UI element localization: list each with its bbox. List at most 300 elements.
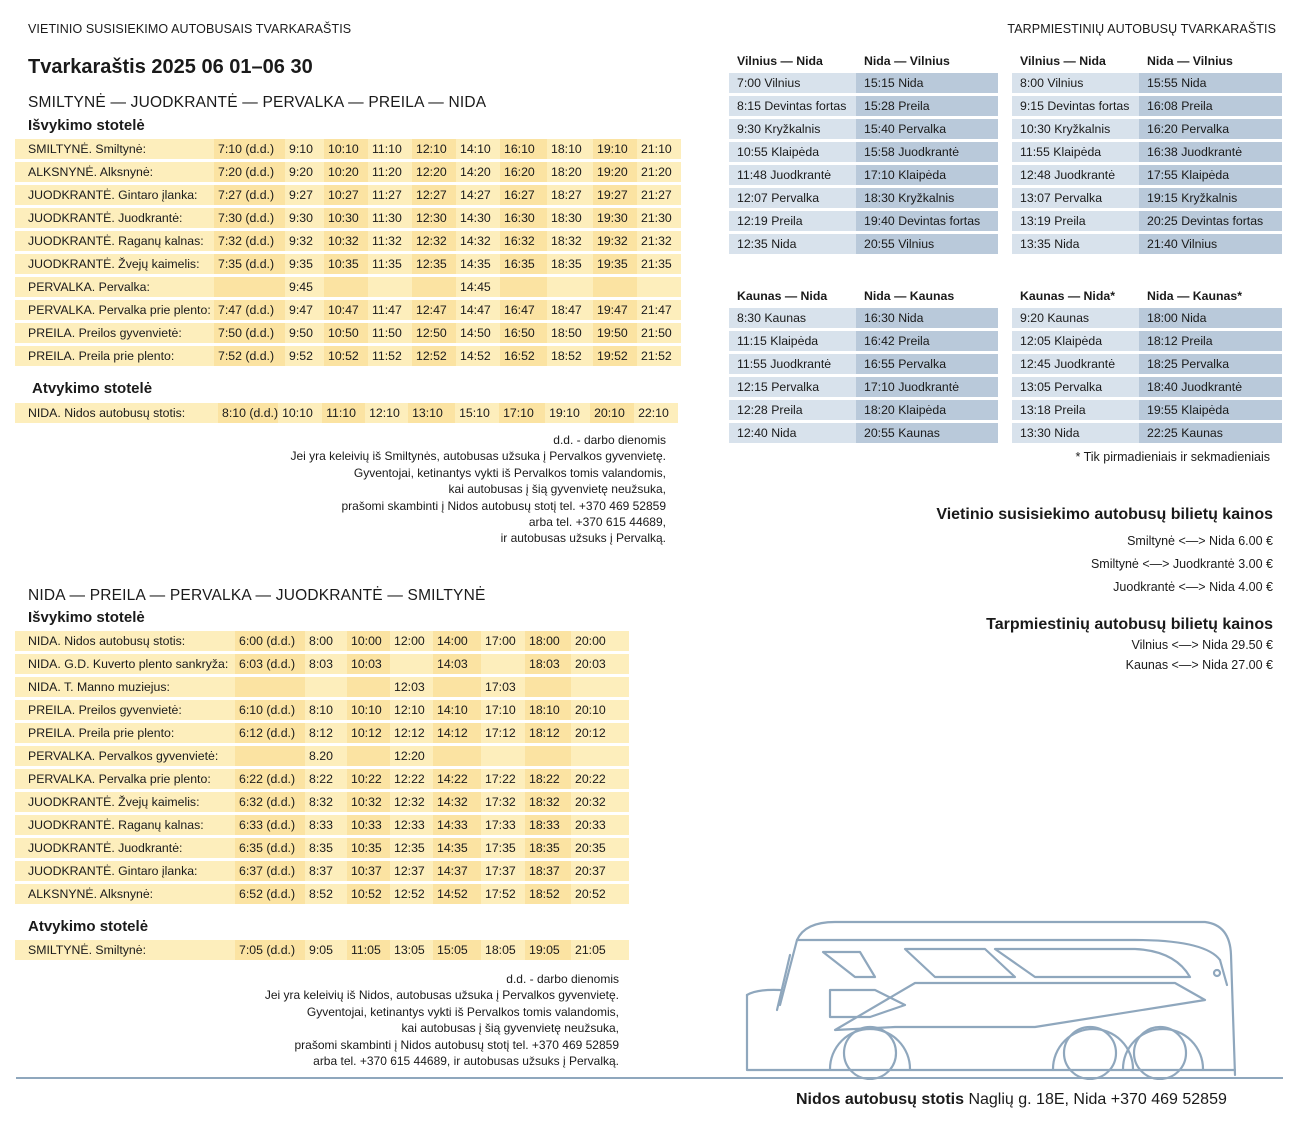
table-row [1012,377,1282,397]
outbound-stop-time: 9:30 Kryžkalnis [729,119,856,139]
departure-time: 7:30 (d.d.) [214,208,285,228]
departure-time: 10:10 [347,700,390,720]
outbound-stop-time: 9:20 Kaunas [1012,308,1139,328]
stop-name: NIDA. Nidos autobusų stotis: [15,403,218,423]
stop-name: NIDA. T. Manno muziejus: [15,677,235,697]
departure-time: 14:10 [433,700,481,720]
intercity-head-a: Kaunas — Nida* [1020,289,1115,303]
departure-time: 7:05 (d.d.) [235,940,305,960]
table-row [15,403,678,423]
stop-name: PERVALKA. Pervalka prie plento: [15,300,214,320]
stop-name: JUODKRANTĖ. Juodkrantė: [15,838,235,858]
departure-time: 18:30 [547,208,593,228]
outbound-stop-time: 12:40 Nida [729,423,856,443]
departure-time: 19:30 [593,208,637,228]
text-line: kai autobusas į šią gyvenvietę neužsuka, [448,482,666,497]
table-row [15,723,629,743]
departure-time: 10:37 [347,861,390,881]
departure-time: 10:12 [347,723,390,743]
table-row [729,377,998,397]
departure-time: 16:30 [500,208,547,228]
table-row [15,254,681,274]
text-line: Gyventojai, ketinantys vykti iš Pervalkos tomis valandomis, [353,465,666,480]
departure-time: 9:10 [285,139,324,159]
return-stop-time: 15:28 Preila [856,96,998,116]
departure-time: 11:50 [368,323,412,343]
outbound-stop-time: 10:30 Kryžkalnis [1012,119,1139,139]
return-stop-time: 22:25 Kaunas [1139,423,1282,443]
departure-time: 21:52 [637,346,681,366]
outbound-notes [290,432,666,547]
departure-time: 14:35 [456,254,500,274]
departure-time: 6:35 (d.d.) [235,838,305,858]
return-notes [265,971,619,1069]
stop-name: NIDA. G.D. Kuverto plento sankryža: [15,654,235,674]
departure-time: 12:32 [390,792,433,812]
departure-time: 6:37 (d.d.) [235,861,305,881]
table-row [15,323,681,343]
departure-time: 10:30 [324,208,368,228]
departure-time: 6:10 (d.d.) [235,700,305,720]
outbound-stop-time: 8:30 Kaunas [729,308,856,328]
departure-time: 11:30 [368,208,412,228]
return-stop-time: 17:10 Juodkrantė [856,377,998,397]
departure-time: 6:03 (d.d.) [235,654,305,674]
departure-time: 10:03 [347,654,390,674]
footer-contact [796,1091,1227,1109]
footer-divider [16,1077,1283,1079]
departure-time: 17:10 [481,700,525,720]
departure-time [500,277,547,297]
outbound-stop-time: 12:48 Juodkrantė [1012,165,1139,185]
return-stop-time: 18:00 Nida [1139,308,1282,328]
table-row [729,234,998,254]
table-row [729,96,998,116]
departure-time: 18:52 [547,346,593,366]
departure-time: 6:00 (d.d.) [235,631,305,651]
local-prices-heading: Vietinio susisiekimo autobusų bilietų kainos [936,506,1273,523]
departure-time [481,746,525,766]
departure-time [571,746,629,766]
departure-time: 10:52 [347,884,390,904]
table-row [1012,354,1282,374]
departure-time: 18:47 [547,300,593,320]
departure-time [347,677,390,697]
departure-time: 18:10 [525,700,571,720]
departure-time: 20:10 [590,403,634,423]
text-line: ir autobusas užsuks į Pervalką. [500,531,666,546]
table-row [15,769,629,789]
departure-time: 8:03 [305,654,347,674]
departure-time [305,677,347,697]
departure-time: 16:47 [500,300,547,320]
table-row [15,838,629,858]
departure-time: 12:12 [390,723,433,743]
departure-time: 9:05 [305,940,347,960]
departure-time: 8:12 [305,723,347,743]
text-line: Smiltynė <—> Juodkrantė 3.00 € [1090,557,1273,571]
departure-time: 17:00 [481,631,525,651]
table-row [729,308,998,328]
route-return-title: NIDA — PREILA — PERVALKA — JUODKRANTĖ — SMILTYNĖ [28,587,486,604]
departure-time: 18:03 [525,654,571,674]
outbound-stop-time: 8:00 Vilnius [1012,73,1139,93]
departure-time: 12:20 [390,746,433,766]
stop-name: JUODKRANTĖ. Raganų kalnas: [15,231,214,251]
departure-time: 10:32 [324,231,368,251]
departure-time: 7:50 (d.d.) [214,323,285,343]
departure-time: 16:27 [500,185,547,205]
departure-time: 10:10 [324,139,368,159]
departure-time [214,277,285,297]
departure-time: 9:45 [285,277,324,297]
departure-time [547,277,593,297]
departure-time: 11:10 [322,403,365,423]
station-address: Naglių g. 18E, Nida +370 469 52859 [964,1091,1227,1108]
outbound-stop-time: 12:15 Pervalka [729,377,856,397]
return-stop-time: 16:42 Preila [856,331,998,351]
return-arrival-label: Atvykimo stotelė [28,918,149,935]
departure-time: 8:10 (d.d.) [218,403,278,423]
text-line: Juodkrantė <—> Nida 4.00 € [1113,580,1273,594]
departure-time: 7:20 (d.d.) [214,162,285,182]
departure-time: 18:32 [525,792,571,812]
departure-time: 11:10 [368,139,412,159]
stop-name: JUODKRANTĖ. Raganų kalnas: [15,815,235,835]
return-stop-time: 21:40 Vilnius [1139,234,1282,254]
departure-time: 10:00 [347,631,390,651]
outbound-departure-label: Išvykimo stotelė [28,117,145,134]
departure-time: 17:10 [499,403,545,423]
table-row [1012,211,1282,231]
table-row [1012,400,1282,420]
departure-time [571,677,629,697]
departure-time: 9:27 [285,185,324,205]
departure-time: 13:10 [408,403,455,423]
departure-time [481,654,525,674]
outbound-stop-time: 13:35 Nida [1012,234,1139,254]
departure-time: 16:10 [500,139,547,159]
departure-time: 14:27 [456,185,500,205]
text-line: d.d. - darbo dienomis [506,972,619,986]
outbound-stop-time: 12:45 Juodkrantė [1012,354,1139,374]
departure-time: 6:33 (d.d.) [235,815,305,835]
departure-time: 11:27 [368,185,412,205]
text-line: Jei yra keleivių iš Smiltynės, autobusas užsuka į Pervalkos gyvenvietę. [290,449,666,464]
table-row [15,700,629,720]
table-row [1012,165,1282,185]
outbound-stop-time: 13:30 Nida [1012,423,1139,443]
departure-time: 15:10 [455,403,499,423]
departure-time: 19:27 [593,185,637,205]
departure-time [525,746,571,766]
departure-time: 12:50 [412,323,456,343]
text-line: Gyventojai, ketinantys vykti iš Pervalkos tomis valandomis, [306,1004,619,1019]
table-row [1012,119,1282,139]
departure-time: 14:10 [456,139,500,159]
departure-time: 14:32 [456,231,500,251]
return-stop-time: 15:40 Pervalka [856,119,998,139]
departure-time: 12:47 [412,300,456,320]
text-line: kai autobusas į šią gyvenvietę neužsuka, [401,1021,619,1036]
table-row [1012,308,1282,328]
departure-time: 10:22 [347,769,390,789]
station-name: Nidos autobusų stotis [796,1091,964,1108]
departure-time: 20:32 [571,792,629,812]
departure-time: 12:22 [390,769,433,789]
page-title: Tvarkaraštis 2025 06 01–06 30 [28,56,313,78]
text-line: Smiltynė <—> Nida 6.00 € [1127,534,1273,548]
departure-time: 10:35 [324,254,368,274]
return-stop-time: 18:40 Juodkrantė [1139,377,1282,397]
outbound-stop-time: 11:15 Klaipėda [729,331,856,351]
intercity-prices-heading: Tarpmiestinių autobusų bilietų kainos [986,616,1273,633]
departure-time: 20:12 [571,723,629,743]
outbound-stop-time: 7:00 Vilnius [729,73,856,93]
outbound-stop-time: 12:05 Klaipėda [1012,331,1139,351]
departure-time: 20:00 [571,631,629,651]
return-stop-time: 19:55 Klaipėda [1139,400,1282,420]
table-row [1012,142,1282,162]
outbound-stop-time: 11:55 Juodkrantė [729,354,856,374]
departure-time: 18:22 [525,769,571,789]
outbound-stop-time: 12:28 Preila [729,400,856,420]
departure-time: 14:35 [433,838,481,858]
return-stop-time: 16:38 Juodkrantė [1139,142,1282,162]
intercity-prices [986,616,1273,675]
stop-name: JUODKRANTĖ. Gintaro įlanka: [15,861,235,881]
departure-time: 20:03 [571,654,629,674]
table-row [15,654,629,674]
stop-name: PREILA. Preila prie plento: [15,346,214,366]
departure-time: 10:33 [347,815,390,835]
departure-time: 7:32 (d.d.) [214,231,285,251]
outbound-schedule-table [15,136,681,369]
departure-time: 9:35 [285,254,324,274]
return-stop-time: 20:55 Kaunas [856,423,998,443]
departure-time: 10:27 [324,185,368,205]
text-line: arba tel. +370 615 44689, ir autobusas užsuks į Pervalką. [313,1054,619,1069]
intercity-head-b: Nida — Kaunas* [1147,289,1242,303]
departure-time: 11:35 [368,254,412,274]
table-row [15,815,629,835]
departure-time: 9:32 [285,231,324,251]
departure-time: 11:32 [368,231,412,251]
table-row [15,139,681,159]
departure-time: 19:10 [545,403,590,423]
departure-time: 20:10 [571,700,629,720]
departure-time: 11:05 [347,940,390,960]
departure-time: 12:03 [390,677,433,697]
return-stop-time: 18:30 Kryžkalnis [856,188,998,208]
departure-time: 12:30 [412,208,456,228]
departure-time: 12:35 [412,254,456,274]
table-row [1012,96,1282,116]
outbound-stop-time: 12:19 Preila [729,211,856,231]
outbound-stop-time: 13:18 Preila [1012,400,1139,420]
departure-time: 17:33 [481,815,525,835]
departure-time: 14:30 [456,208,500,228]
departure-time: 14:20 [456,162,500,182]
table-row [15,861,629,881]
outbound-stop-time: 9:15 Devintas fortas [1012,96,1139,116]
departure-time: 21:20 [637,162,681,182]
departure-time: 7:10 (d.d.) [214,139,285,159]
departure-time: 12:00 [390,631,433,651]
stop-name: PREILA. Preilos gyvenvietė: [15,700,235,720]
departure-time: 6:22 (d.d.) [235,769,305,789]
departure-time: 21:27 [637,185,681,205]
departure-time: 21:05 [571,940,629,960]
departure-time: 14:52 [433,884,481,904]
departure-time: 16:50 [500,323,547,343]
outbound-stop-time: 8:15 Devintas fortas [729,96,856,116]
departure-time: 7:52 (d.d.) [214,346,285,366]
departure-time [368,277,412,297]
stop-name: PERVALKA. Pervalkos gyvenvietė: [15,746,235,766]
departure-time: 17:03 [481,677,525,697]
departure-time: 7:35 (d.d.) [214,254,285,274]
departure-time: 18:00 [525,631,571,651]
departure-time: 18:27 [547,185,593,205]
outbound-stop-time: 10:55 Klaipėda [729,142,856,162]
departure-time [433,746,481,766]
stop-name: PREILA. Preilos gyvenvietė: [15,323,214,343]
stop-name: PERVALKA. Pervalka: [15,277,214,297]
departure-time: 17:22 [481,769,525,789]
departure-time: 21:10 [637,139,681,159]
return-departure-label: Išvykimo stotelė [28,609,145,626]
departure-time: 10:50 [324,323,368,343]
departure-time: 9:50 [285,323,324,343]
departure-time [525,677,571,697]
table-row [15,677,629,697]
departure-time: 22:10 [634,403,678,423]
local-schedule-caption: VIETINIO SUSISIEKIMO AUTOBUSAIS TVARKARAŠTIS [28,22,352,36]
departure-time: 20:37 [571,861,629,881]
outbound-stop-time: 12:35 Nida [729,234,856,254]
intercity-head-b: Nida — Kaunas [864,289,955,303]
return-stop-time: 18:12 Preila [1139,331,1282,351]
departure-time: 16:32 [500,231,547,251]
departure-time: 14:03 [433,654,481,674]
departure-time: 8:33 [305,815,347,835]
intercity-footnote: * Tik pirmadieniais ir sekmadieniais [1075,450,1270,464]
outbound-stop-time: 13:19 Preila [1012,211,1139,231]
table-row [15,300,681,320]
departure-time: 19:10 [593,139,637,159]
departure-time: 12:27 [412,185,456,205]
table-row [729,119,998,139]
departure-time: 8:10 [305,700,347,720]
departure-time: 8.20 [305,746,347,766]
outbound-arrival-label: Atvykimo stotelė [32,380,153,397]
departure-time: 10:32 [347,792,390,812]
return-stop-time: 20:55 Vilnius [856,234,998,254]
departure-time: 9:20 [285,162,324,182]
return-stop-time: 19:40 Devintas fortas [856,211,998,231]
departure-time: 10:10 [278,403,322,423]
bus-illustration-icon [735,915,1265,1080]
stop-name: SMILTYNĖ. Smiltynė: [15,940,235,960]
departure-time [235,677,305,697]
departure-time: 12:10 [412,139,456,159]
return-stop-time: 15:55 Nida [1139,73,1282,93]
stop-name: JUODKRANTĖ. Žvejų kaimelis: [15,792,235,812]
departure-time: 18:05 [481,940,525,960]
table-row [15,231,681,251]
stop-name: PREILA. Preila prie plento: [15,723,235,743]
return-stop-time: 16:30 Nida [856,308,998,328]
departure-time: 9:47 [285,300,324,320]
table-row [729,73,998,93]
departure-time [235,746,305,766]
table-row [729,211,998,231]
departure-time: 12:37 [390,861,433,881]
departure-time [347,746,390,766]
table-row [15,884,629,904]
table-row [729,423,998,443]
departure-time: 12:10 [365,403,408,423]
departure-time: 10:47 [324,300,368,320]
departure-time: 14:12 [433,723,481,743]
departure-time: 17:12 [481,723,525,743]
departure-time: 6:12 (d.d.) [235,723,305,743]
departure-time: 19:52 [593,346,637,366]
intercity-head-b: Nida — Vilnius [864,54,950,68]
text-line: Vilnius <—> Nida 29.50 € [1131,638,1273,652]
table-row [729,331,998,351]
departure-time: 21:47 [637,300,681,320]
table-row [15,277,681,297]
table-row [1012,331,1282,351]
table-row [1012,73,1282,93]
departure-time [390,654,433,674]
stop-name: JUODKRANTĖ. Juodkrantė: [15,208,214,228]
departure-time: 6:52 (d.d.) [235,884,305,904]
departure-time [412,277,456,297]
departure-time: 21:35 [637,254,681,274]
outbound-stop-time: 12:07 Pervalka [729,188,856,208]
departure-time: 14:37 [433,861,481,881]
departure-time: 6:32 (d.d.) [235,792,305,812]
return-stop-time: 16:20 Pervalka [1139,119,1282,139]
departure-time: 17:35 [481,838,525,858]
intercity-table-vilnius-1 [729,49,998,257]
departure-time: 12:20 [412,162,456,182]
departure-time: 8:37 [305,861,347,881]
departure-time: 14:45 [456,277,500,297]
table-row [15,792,629,812]
departure-time: 19:20 [593,162,637,182]
table-row [15,631,629,651]
departure-time: 18:52 [525,884,571,904]
departure-time: 20:33 [571,815,629,835]
return-stop-time: 18:20 Klaipėda [856,400,998,420]
table-row [729,188,998,208]
stop-name: PERVALKA. Pervalka prie plento: [15,769,235,789]
departure-time: 14:32 [433,792,481,812]
return-stop-time: 16:08 Preila [1139,96,1282,116]
departure-time: 8:22 [305,769,347,789]
table-row [729,165,998,185]
departure-time: 12:10 [390,700,433,720]
departure-time [324,277,368,297]
text-line: arba tel. +370 615 44689, [528,515,666,530]
table-row [15,940,629,960]
departure-time: 20:52 [571,884,629,904]
text-line: Kaunas <—> Nida 27.00 € [1125,658,1273,672]
